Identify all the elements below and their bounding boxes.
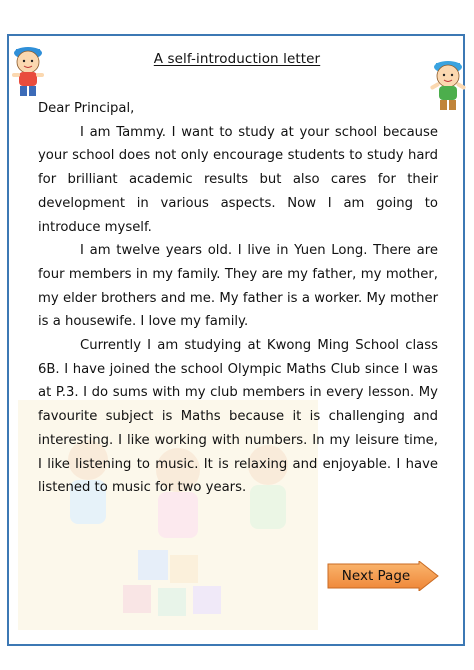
paragraph-2: I am twelve years old. I live in Yuen Long. There are four members in my family. They are my father, my mother, my elder brothers and me. My father is a worker. My mother is a housewife. I love my family.: [38, 243, 438, 330]
letter-body: [38, 97, 438, 500]
next-page-button[interactable]: [327, 561, 439, 591]
cartoon-boy-left-icon: [8, 40, 48, 100]
paragraph-3: Currently I am studying at Kwong Ming School class 6B. I have joined the school Olympic Maths Club since I was at P.3. I do sums with my club members in every lesson. My favourite subject is Maths because it is challenging and interesting. I like working with numbers. In my leisure time, I like listening to music. It is relaxing and enjoyable. I have listened to music for two years.: [38, 338, 438, 496]
next-page-label: Next Page: [341, 568, 411, 584]
salutation: Dear Principal,: [38, 101, 135, 116]
page-title: A self-introduction letter: [153, 51, 321, 67]
paragraph-1: I am Tammy. I want to study at your school because your school does not only encourage students to study hard for brilliant academic results but also cares for their development in various aspects. Now I am going to introduce myself.: [38, 124, 438, 235]
